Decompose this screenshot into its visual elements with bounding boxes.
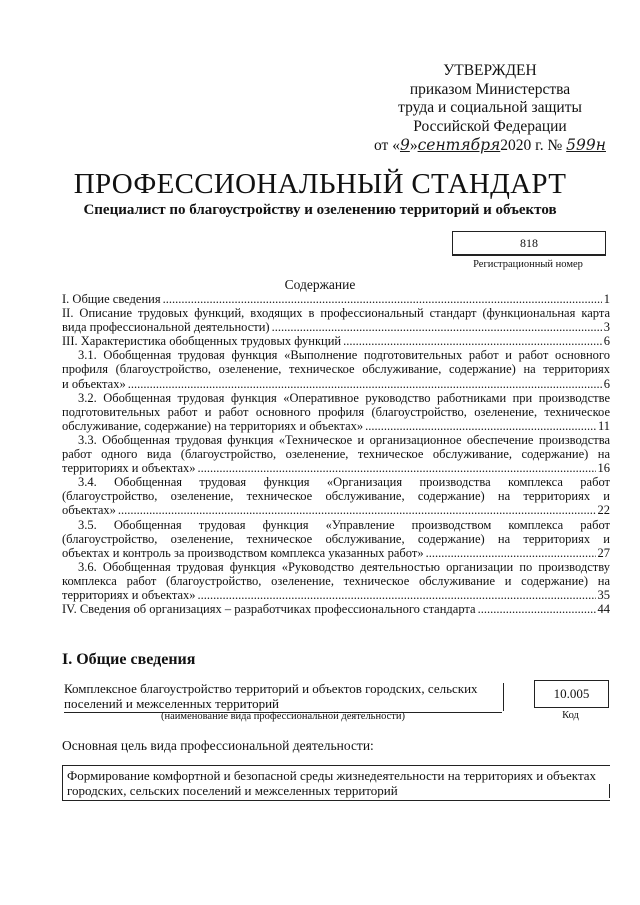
toc-page: 16 (597, 461, 610, 476)
toc-item-text: 3.4. Обобщенная трудовая функция «Организация производства комплекса работ (78, 475, 610, 490)
toc-page: 22 (597, 503, 610, 518)
toc-item-text: территориях и объектах» (62, 587, 196, 602)
toc-item-text: III. Характеристика обобщенных трудовых функций (62, 334, 342, 349)
toc-item-text: работ одного вида (благоустройство, озеленение, техническое обслуживание, содержание) на (62, 447, 610, 462)
field-border (503, 683, 504, 711)
toc-heading: Содержание (284, 277, 356, 292)
toc-item-text: (благоустройство, озеленение, техническое обслуживание, содержание) на территориях и (62, 531, 610, 546)
toc-item[interactable] (62, 334, 610, 348)
toc-leader (426, 546, 596, 560)
toc-item-text: вида профессиональной деятельности) (62, 320, 270, 335)
table-of-contents (62, 292, 610, 616)
toc-leader (272, 320, 602, 334)
toc-page: 1 (603, 292, 610, 306)
toc-item-text: подготовительных работ и работ основного профиля (благоустройство, озеленение, техническое (62, 404, 610, 419)
toc-leader (365, 419, 596, 433)
goal-line-1: Формирование комфортной и безопасной среды жизнедеятельности на территориях и объектах (67, 768, 597, 783)
toc-item-text: 3.1. Обобщенная трудовая функция «Выполнение подготовительных работ и работ основного (78, 348, 610, 363)
toc-page: 6 (603, 334, 610, 349)
toc-item-text: IV. Сведения об организациях – разработчиках профессионального стандарта (62, 602, 476, 617)
approval-line-3: труда и социальной защиты (398, 99, 582, 116)
toc-item[interactable] (62, 306, 610, 334)
activity-kind-line-2: поселений и межселенных территорий (64, 696, 279, 711)
toc-item-text: и объектах» (62, 376, 126, 391)
toc-page: 35 (597, 587, 610, 602)
toc-item-text: обслуживание, содержание) на территориях и объектах» (62, 418, 364, 433)
toc-item-text: 3.3. Обобщенная трудовая функция «Техническое и организационное обеспечение производства (78, 432, 610, 447)
section-heading: I. Общие сведения (62, 651, 196, 668)
field-border (609, 784, 610, 798)
toc-leader (128, 377, 602, 391)
activity-kind-field (64, 681, 502, 713)
toc-leader (478, 602, 596, 616)
toc-page: 44 (597, 602, 610, 617)
goal-line-2: городских, сельских поселений и межселенных территорий (67, 783, 398, 798)
date-separator: » (409, 137, 418, 154)
handwritten-number: 599н (566, 136, 606, 154)
toc-page: 27 (597, 545, 610, 560)
toc-item-text: I. Общие сведения (62, 292, 161, 306)
approval-line-2: приказом Министерства (409, 80, 571, 98)
toc-leader (198, 588, 596, 602)
toc-page: 11 (597, 418, 610, 433)
activity-code-caption: Код (562, 710, 579, 721)
toc-leader (118, 503, 596, 517)
approval-block (370, 62, 610, 156)
registration-number-label: Регистрационный номер (473, 259, 583, 270)
toc-leader (198, 461, 596, 475)
handwritten-day: 9 (399, 136, 410, 154)
toc-item-text: 3.2. Обобщенная трудовая функция «Оперативное руководство работниками при производстве (78, 390, 610, 405)
approval-line-1: УТВЕРЖДЕН (443, 62, 537, 79)
document-title: ПРОФЕССИОНАЛЬНЫЙ СТАНДАРТ (73, 168, 567, 200)
toc-item[interactable] (62, 518, 610, 560)
toc-item[interactable] (62, 433, 610, 475)
handwritten-month: сентября (417, 136, 501, 154)
date-prefix: от « (374, 137, 400, 154)
toc-page: 6 (603, 376, 610, 391)
toc-leader (343, 334, 602, 348)
toc-item[interactable] (62, 475, 610, 517)
activity-code-box: 10.005 (534, 680, 609, 708)
toc-leader (163, 292, 602, 306)
registration-number-box: 818 (452, 231, 606, 256)
toc-item-text: объектах» (62, 503, 116, 518)
toc-item-text: 3.5. Обобщенная трудовая функция «Управление производством комплекса работ (78, 517, 610, 532)
toc-item[interactable] (62, 602, 610, 616)
activity-kind-caption: (наименование вида профессиональной деятельности) (161, 711, 405, 722)
goal-field (62, 765, 610, 801)
date-year: 2020 г. № (500, 137, 563, 154)
toc-item-text: комплекса работ (благоустройство, озеленение, техническое обслуживание и содержание) на (62, 573, 610, 588)
activity-kind-line-1: Комплексное благоустройство территорий и объектов городских, сельских (64, 681, 478, 696)
approval-line-4: Российской Федерации (413, 117, 567, 135)
toc-item-text: профиля (благоустройство, озеленение, техническое обслуживание, содержание) на территориях (62, 362, 610, 377)
document-subtitle: Специалист по благоустройству и озеленению территорий и объектов (83, 202, 557, 218)
toc-item-text: территориях и объектах» (62, 461, 196, 476)
toc-item[interactable] (62, 560, 610, 602)
approval-date-line (370, 136, 610, 156)
toc-page: 3 (603, 320, 610, 335)
toc-item[interactable] (62, 391, 610, 433)
toc-item-text: (благоустройство, озеленение, техническое обслуживание, содержание) на территориях и (62, 489, 610, 504)
toc-item[interactable] (62, 348, 610, 390)
toc-item-text: объектах и контроль за производством комплекса указанных работ» (62, 545, 424, 560)
toc-item[interactable] (62, 292, 610, 306)
toc-item-text: 3.6. Обобщенная трудовая функция «Руководство деятельностью организации по производству (78, 559, 610, 574)
goal-label: Основная цель вида профессиональной деятельности: (62, 738, 374, 753)
toc-item-text: II. Описание трудовых функций, входящих в профессиональный стандарт (функциональная карта (62, 306, 610, 321)
